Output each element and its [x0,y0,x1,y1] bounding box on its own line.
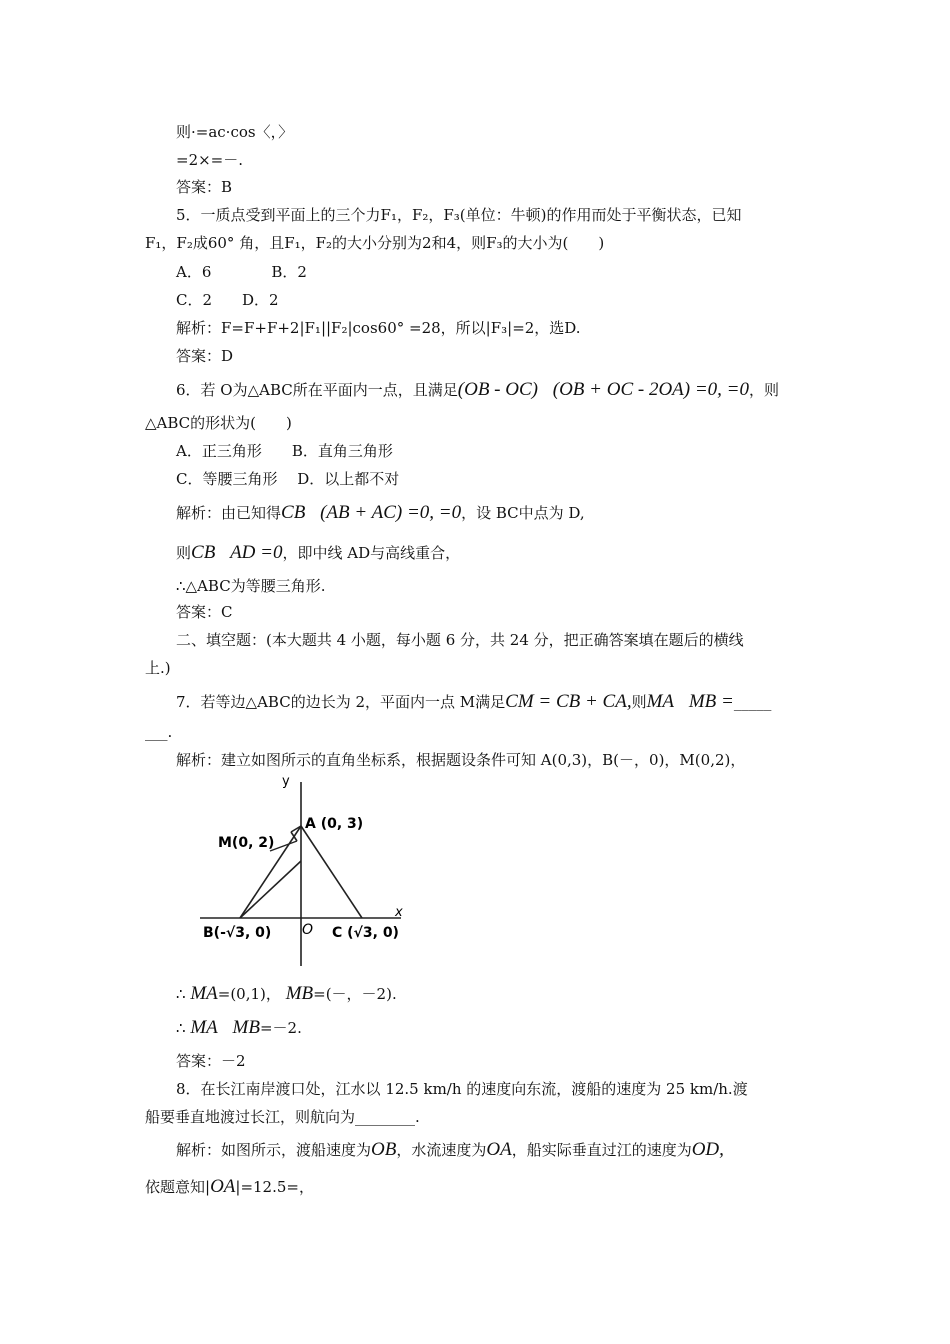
text-span: =(－，－2). [313,985,397,1003]
text-span: 则 [631,693,647,711]
solution-line [176,1018,302,1038]
text-line: 则·=ac·cos〈，〉 [176,123,294,141]
text-span: ∴ [176,1019,186,1037]
option-line: A．6 B．2 [176,263,307,281]
answer-line: 答案：－2 [176,1052,246,1070]
text-line: F₁，F₂成60° 角，且F₁，F₂的大小分别为2和4，则F₃的大小为( ) [145,234,605,252]
text-span: 7．若等边△ABC的边长为 2，平面内一点 M满足 [176,693,506,711]
section-heading: 二、填空题：(本大题共 4 小题，每小题 6 分，共 24 分，把正确答案填在题后的横线 [176,631,744,649]
answer-line: 答案：D [176,347,234,365]
answer-line: 答案：C [176,603,233,621]
vector-od: OD, [691,1139,724,1160]
question-7 [176,692,771,712]
solution-line: 解析：F=F+F+2|F₁||F₂|cos60° =28，所以|F₃|=2，选D. [176,319,581,337]
text-span: 则 [176,544,192,562]
text-span: =(0,1)， [217,985,281,1003]
vector-expression: CB⃞AD =0 [191,542,283,563]
vector-oa: OA [210,1176,236,1197]
solution-line [176,503,585,523]
solution-line [176,1140,724,1160]
text-span: ，则 [749,381,780,399]
point-b-label: B(-√3, 0) [203,925,272,941]
option-line: C．2 D．2 [176,291,279,309]
text-span: ∴ [176,985,186,1003]
text-span: ，船实际垂直过江的速度为 [511,1141,692,1159]
option-line: C．等腰三角形 D．以上都不对 [176,470,400,488]
text-line: △ABC的形状为( ) [145,414,292,432]
origin-label: O [302,922,314,938]
point-a-label: A (0, 3) [305,816,364,832]
text-line: =2×=－. [176,151,244,169]
text-span: 解析：由已知得 [176,504,282,522]
option-line: A．正三角形 B．直角三角形 [176,442,393,460]
text-span: 解析：如图所示，渡船速度为 [176,1141,372,1159]
text-span: ，即中线 AD与高线重合， [282,544,461,562]
vector-expression: CB⃞(AB + AC) =0, =0 [281,502,462,523]
vector-expression: CM = CB + CA, [505,691,632,712]
text-span: 依题意知| [145,1178,211,1196]
text-line: 船要垂直地渡过长江，则航向为________. [145,1108,420,1126]
text-span: |=12.5=， [235,1178,314,1196]
answer-line: 答案：B [176,178,233,196]
vector-ma: MA [190,983,218,1004]
solution-line [176,984,397,1004]
coordinate-figure [196,770,416,970]
text-line: 上.) [145,659,171,677]
answer-blank: _____ [733,693,772,711]
solution-line [145,1177,314,1197]
question-5: 5．一质点受到平面上的三个力F₁，F₂，F₃(单位：牛顿)的作用而处于平衡状态，已知 [176,206,742,224]
solution-line: 解析：建立如图所示的直角坐标系，根据题设条件可知 A(0,3)，B(－，0)，M(0,2)， [176,751,746,769]
point-m-label: M(0, 2) [218,835,275,851]
text-span: 6．若 O为△ABC所在平面内一点，且满足 [176,381,458,399]
vector-ob: OB [371,1139,397,1160]
solution-line: ∴△ABC为等腰三角形. [176,577,326,595]
question-8: 8．在长江南岸渡口处，江水以 12.5 km/h 的速度向东流，渡船的速度为 25 km/h.渡 [176,1080,748,1098]
text-span: =－2. [259,1019,302,1037]
vector-expression: MA⃞MB [190,1017,260,1038]
text-span: ，水流速度为 [396,1141,487,1159]
vector-mb: MB [285,983,314,1004]
axis-y-label: y [282,774,290,789]
vector-expression: (OB - OC)⃞(OB + OC - 2OA) =0, =0 [457,379,749,400]
text-span: ，设 BC中点为 D, [461,504,585,522]
point-c-label: C (√3, 0) [332,925,399,941]
question-6 [176,380,779,400]
solution-line [176,543,460,563]
axis-x-label: x [395,905,403,920]
vector-expression: MA⃞MB = [646,691,734,712]
vector-oa: OA [486,1139,512,1160]
text-line: ___. [145,723,173,741]
